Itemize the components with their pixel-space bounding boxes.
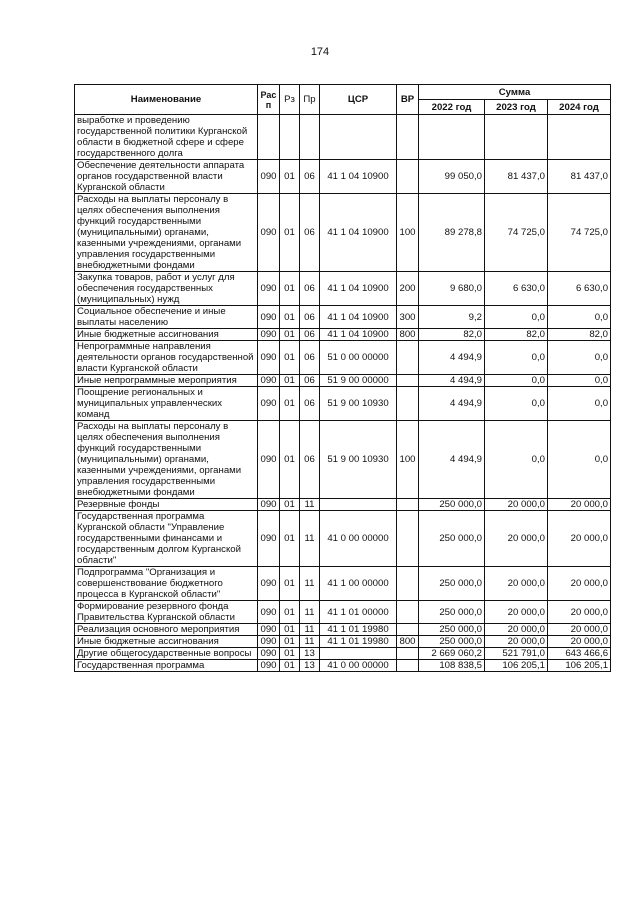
cell-2023: 81 437,0 <box>485 160 548 194</box>
cell-2022: 82,0 <box>419 329 485 341</box>
cell-2022: 9,2 <box>419 306 485 329</box>
header-sum: Сумма <box>419 85 611 100</box>
table-row <box>75 329 611 341</box>
cell-csr: 41 1 01 19980 <box>320 624 397 636</box>
cell-vr: 800 <box>397 636 419 648</box>
cell-2024: 643 466,6 <box>548 648 611 660</box>
cell-rasp: 090 <box>258 601 280 624</box>
cell-name: Непрограммные направления деятельности органов государственной власти Курганской области <box>75 341 258 375</box>
cell-vr: 200 <box>397 272 419 306</box>
table-row <box>75 660 611 672</box>
table-row <box>75 601 611 624</box>
cell-2023: 0,0 <box>485 387 548 421</box>
cell-rz <box>280 115 300 160</box>
cell-2024: 0,0 <box>548 421 611 499</box>
cell-rasp: 090 <box>258 387 280 421</box>
cell-2023: 74 725,0 <box>485 194 548 272</box>
cell-name: Иные непрограммные мероприятия <box>75 375 258 387</box>
cell-2024: 20 000,0 <box>548 499 611 511</box>
cell-2022: 89 278,8 <box>419 194 485 272</box>
header-year-2022: 2022 год <box>419 100 485 115</box>
cell-2022: 250 000,0 <box>419 511 485 567</box>
cell-name: Другие общегосударственные вопросы <box>75 648 258 660</box>
table-row <box>75 624 611 636</box>
cell-rasp <box>258 115 280 160</box>
cell-rasp: 090 <box>258 567 280 601</box>
cell-rz: 01 <box>280 624 300 636</box>
cell-csr: 41 1 04 10900 <box>320 194 397 272</box>
cell-name: Иные бюджетные ассигнования <box>75 636 258 648</box>
cell-rz: 01 <box>280 387 300 421</box>
table-row <box>75 511 611 567</box>
header-csr: ЦСР <box>320 85 397 115</box>
cell-csr: 41 0 00 00000 <box>320 511 397 567</box>
cell-csr: 51 9 00 00000 <box>320 375 397 387</box>
cell-name: Государственная программа <box>75 660 258 672</box>
cell-rasp: 090 <box>258 341 280 375</box>
cell-name: Закупка товаров, работ и услуг для обеспечения государственных (муниципальных) нужд <box>75 272 258 306</box>
cell-2023: 20 000,0 <box>485 636 548 648</box>
cell-rz: 01 <box>280 341 300 375</box>
cell-vr <box>397 375 419 387</box>
table-row <box>75 421 611 499</box>
table-row <box>75 341 611 375</box>
cell-pr: 11 <box>300 601 320 624</box>
cell-vr <box>397 499 419 511</box>
cell-2024: 82,0 <box>548 329 611 341</box>
cell-2022: 99 050,0 <box>419 160 485 194</box>
cell-vr <box>397 567 419 601</box>
cell-vr <box>397 660 419 672</box>
cell-2023: 20 000,0 <box>485 567 548 601</box>
cell-csr: 41 1 04 10900 <box>320 272 397 306</box>
cell-rasp: 090 <box>258 648 280 660</box>
page-number: 174 <box>310 46 330 58</box>
cell-2024: 20 000,0 <box>548 601 611 624</box>
header-year-2023: 2023 год <box>485 100 548 115</box>
cell-vr <box>397 511 419 567</box>
cell-pr: 13 <box>300 660 320 672</box>
cell-vr <box>397 341 419 375</box>
cell-rasp: 090 <box>258 624 280 636</box>
cell-vr <box>397 601 419 624</box>
cell-pr <box>300 115 320 160</box>
cell-rz: 01 <box>280 648 300 660</box>
cell-pr: 06 <box>300 341 320 375</box>
cell-2022: 4 494,9 <box>419 375 485 387</box>
cell-2023: 0,0 <box>485 375 548 387</box>
cell-2024 <box>548 115 611 160</box>
cell-name: Обеспечение деятельности аппарата органов государственной власти Курганской области <box>75 160 258 194</box>
cell-rasp: 090 <box>258 375 280 387</box>
cell-rasp: 090 <box>258 272 280 306</box>
cell-rz: 01 <box>280 194 300 272</box>
cell-csr: 41 1 04 10900 <box>320 160 397 194</box>
table-row <box>75 160 611 194</box>
cell-name: Иные бюджетные ассигнования <box>75 329 258 341</box>
cell-rasp: 090 <box>258 329 280 341</box>
header-row <box>75 85 611 100</box>
cell-2024: 20 000,0 <box>548 511 611 567</box>
cell-rasp: 090 <box>258 511 280 567</box>
table-row <box>75 636 611 648</box>
cell-vr <box>397 160 419 194</box>
cell-2022: 4 494,9 <box>419 387 485 421</box>
cell-rasp: 090 <box>258 499 280 511</box>
cell-csr: 41 1 01 19980 <box>320 636 397 648</box>
cell-csr: 41 1 00 00000 <box>320 567 397 601</box>
cell-name: Подпрограмма "Организация и совершенствование бюджетного процесса в Курганской области" <box>75 567 258 601</box>
budget-table <box>74 84 611 672</box>
cell-rz: 01 <box>280 421 300 499</box>
cell-vr: 100 <box>397 194 419 272</box>
cell-pr: 11 <box>300 636 320 648</box>
header-name: Наименование <box>75 85 258 115</box>
cell-2022: 9 680,0 <box>419 272 485 306</box>
cell-rz: 01 <box>280 660 300 672</box>
cell-2023 <box>485 115 548 160</box>
cell-name: Формирование резервного фонда Правительства Курганской области <box>75 601 258 624</box>
cell-2022: 250 000,0 <box>419 601 485 624</box>
cell-rasp: 090 <box>258 636 280 648</box>
cell-2024: 20 000,0 <box>548 636 611 648</box>
cell-2024: 0,0 <box>548 375 611 387</box>
table-row <box>75 306 611 329</box>
cell-pr: 06 <box>300 160 320 194</box>
cell-2023: 20 000,0 <box>485 601 548 624</box>
cell-2024: 20 000,0 <box>548 624 611 636</box>
cell-2023: 20 000,0 <box>485 624 548 636</box>
cell-2022: 108 838,5 <box>419 660 485 672</box>
table-row <box>75 375 611 387</box>
cell-name: Расходы на выплаты персоналу в целях обеспечения выполнения функций государственными (муниципальными) органами, казенными учреждениями, органами управления государственными внебюджетными фондами <box>75 194 258 272</box>
cell-2023: 82,0 <box>485 329 548 341</box>
cell-csr <box>320 115 397 160</box>
cell-rasp: 090 <box>258 660 280 672</box>
cell-2022: 4 494,9 <box>419 341 485 375</box>
cell-2022: 250 000,0 <box>419 567 485 601</box>
cell-rasp: 090 <box>258 306 280 329</box>
cell-vr <box>397 387 419 421</box>
cell-rasp: 090 <box>258 421 280 499</box>
cell-csr: 41 0 00 00000 <box>320 660 397 672</box>
cell-2024: 81 437,0 <box>548 160 611 194</box>
cell-2022 <box>419 115 485 160</box>
cell-vr <box>397 624 419 636</box>
cell-rz: 01 <box>280 601 300 624</box>
cell-2024: 20 000,0 <box>548 567 611 601</box>
cell-name: Социальное обеспечение и иные выплаты населению <box>75 306 258 329</box>
cell-2022: 4 494,9 <box>419 421 485 499</box>
cell-2023: 20 000,0 <box>485 499 548 511</box>
cell-csr: 41 1 01 00000 <box>320 601 397 624</box>
cell-rz: 01 <box>280 329 300 341</box>
table-row <box>75 272 611 306</box>
cell-pr: 06 <box>300 306 320 329</box>
cell-2023: 521 791,0 <box>485 648 548 660</box>
table-row <box>75 115 611 160</box>
cell-2023: 106 205,1 <box>485 660 548 672</box>
cell-rz: 01 <box>280 511 300 567</box>
table-row <box>75 499 611 511</box>
cell-2023: 6 630,0 <box>485 272 548 306</box>
cell-2022: 2 669 060,2 <box>419 648 485 660</box>
cell-csr <box>320 499 397 511</box>
table-row <box>75 648 611 660</box>
cell-2024: 0,0 <box>548 341 611 375</box>
cell-rz: 01 <box>280 160 300 194</box>
cell-rasp: 090 <box>258 160 280 194</box>
cell-name: Реализация основного мероприятия <box>75 624 258 636</box>
cell-2024: 74 725,0 <box>548 194 611 272</box>
cell-2023: 0,0 <box>485 306 548 329</box>
cell-pr: 06 <box>300 329 320 341</box>
table-row <box>75 567 611 601</box>
cell-pr: 06 <box>300 387 320 421</box>
cell-csr: 51 0 00 00000 <box>320 341 397 375</box>
cell-name: Поощрение региональных и муниципальных управленческих команд <box>75 387 258 421</box>
cell-vr: 100 <box>397 421 419 499</box>
cell-2022: 250 000,0 <box>419 636 485 648</box>
cell-pr: 13 <box>300 648 320 660</box>
table-row <box>75 194 611 272</box>
cell-csr: 41 1 04 10900 <box>320 329 397 341</box>
cell-pr: 06 <box>300 272 320 306</box>
cell-name: Резервные фонды <box>75 499 258 511</box>
cell-2023: 0,0 <box>485 421 548 499</box>
cell-2024: 106 205,1 <box>548 660 611 672</box>
cell-pr: 06 <box>300 421 320 499</box>
cell-rz: 01 <box>280 375 300 387</box>
header-pr: Пр <box>300 85 320 115</box>
cell-pr: 06 <box>300 375 320 387</box>
cell-pr: 11 <box>300 567 320 601</box>
header-rasp: Рас п <box>258 85 280 115</box>
cell-vr: 300 <box>397 306 419 329</box>
cell-csr: 41 1 04 10900 <box>320 306 397 329</box>
cell-name: Расходы на выплаты персоналу в целях обеспечения выполнения функций государственными (муниципальными) органами, казенными учреждениями, органами управления государственными внебюджетными фондами <box>75 421 258 499</box>
cell-rz: 01 <box>280 272 300 306</box>
cell-pr: 11 <box>300 511 320 567</box>
cell-2024: 0,0 <box>548 306 611 329</box>
cell-rz: 01 <box>280 306 300 329</box>
cell-2022: 250 000,0 <box>419 624 485 636</box>
cell-csr: 51 9 00 10930 <box>320 421 397 499</box>
cell-rz: 01 <box>280 636 300 648</box>
cell-rz: 01 <box>280 567 300 601</box>
cell-vr <box>397 115 419 160</box>
cell-2024: 6 630,0 <box>548 272 611 306</box>
cell-rz: 01 <box>280 499 300 511</box>
cell-csr: 51 9 00 10930 <box>320 387 397 421</box>
header-vr: ВР <box>397 85 419 115</box>
cell-name: выработке и проведению государственной политики Курганской области в бюджетной сфере и сфере государственного долга <box>75 115 258 160</box>
cell-2023: 20 000,0 <box>485 511 548 567</box>
header-year-2024: 2024 год <box>548 100 611 115</box>
cell-pr: 11 <box>300 499 320 511</box>
table-row <box>75 387 611 421</box>
cell-rasp: 090 <box>258 194 280 272</box>
cell-2022: 250 000,0 <box>419 499 485 511</box>
cell-name: Государственная программа Курганской области "Управление государственными финансами и государственным долгом Курганской области" <box>75 511 258 567</box>
cell-vr <box>397 648 419 660</box>
header-rz: Рз <box>280 85 300 115</box>
cell-2024: 0,0 <box>548 387 611 421</box>
cell-2023: 0,0 <box>485 341 548 375</box>
cell-pr: 06 <box>300 194 320 272</box>
cell-pr: 11 <box>300 624 320 636</box>
cell-vr: 800 <box>397 329 419 341</box>
cell-csr <box>320 648 397 660</box>
